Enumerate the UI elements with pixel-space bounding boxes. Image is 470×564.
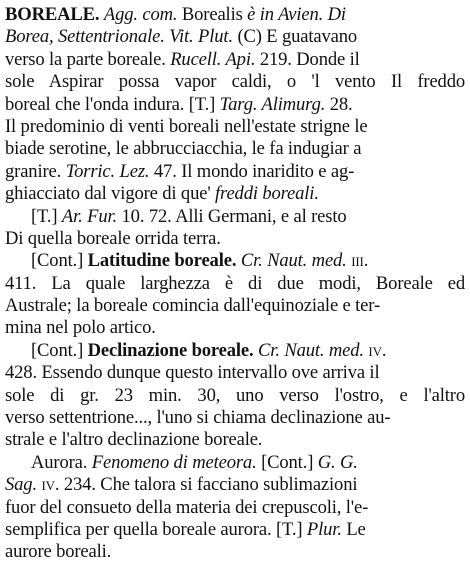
text-run: semplifica per quella boreale aurora. [T.]: [5, 518, 307, 540]
bold-term: Latitudine boreale.: [87, 250, 237, 272]
text-line: [5, 429, 465, 451]
text-line: [5, 26, 465, 48]
bold-term: Declinazione boreale.: [87, 339, 254, 361]
text-run: fuor del consueto della materia dei crepuscoli, l'e-: [5, 496, 369, 518]
volume-numeral: iv.: [368, 339, 387, 361]
text-run: sole Aspirar possa vapor caldi, o 'l vento Il freddo: [5, 71, 465, 93]
text-line: [5, 4, 465, 26]
text-run: granire.: [5, 160, 66, 182]
text-line: [5, 206, 465, 228]
text-run: sole di gr. 23 min. 30, uno verso l'ostro, e l'altro: [5, 384, 465, 406]
text-line: [5, 295, 465, 317]
text-line: [5, 497, 465, 519]
text-run: 428. Essendo dunque questo intervallo ove arriva il: [5, 362, 380, 384]
text-run: mina nel polo artico.: [5, 317, 156, 339]
italic-run: freddi boreali.: [215, 183, 319, 205]
text-run: 28.: [325, 93, 353, 115]
italic-run: Cr. Naut. med.: [240, 250, 347, 272]
text-run: boreal che l'onda indura. [T.]: [5, 93, 220, 115]
italic-run: Sag.: [5, 474, 37, 496]
text-run: 411. La quale larghezza è di due modi, Boreale ed: [5, 272, 465, 294]
text-line: [5, 340, 465, 362]
text-run: Le: [341, 518, 366, 540]
text-line: [5, 183, 465, 205]
text-line: [5, 519, 465, 541]
text-run: [T.]: [31, 205, 62, 227]
text-run: [Cont.]: [31, 250, 88, 272]
italic-run: Cr. Naut. med.: [258, 339, 364, 361]
headword: BOREALE.: [5, 4, 100, 25]
text-run: strale e l'altro declinazione boreale.: [5, 429, 263, 451]
text-run: Il predominio di venti boreali nell'estate strigne le: [5, 115, 368, 137]
text-run: [Cont.]: [31, 339, 88, 361]
text-line: [5, 49, 465, 71]
text-line: [5, 317, 465, 339]
italic-run: Agg. com.: [103, 4, 178, 25]
italic-run: G. G.: [317, 451, 358, 473]
text-line: [5, 407, 465, 429]
text-run: aurore boreali.: [5, 541, 112, 563]
italic-run: è in Avien. Di: [247, 4, 346, 25]
text-run: [Cont.]: [256, 451, 318, 473]
text-run: 10. 72. Alli Germani, e al resto: [117, 205, 347, 227]
italic-run: Fenomeno di meteora.: [91, 451, 257, 473]
text-line: [5, 541, 465, 563]
text-line: [5, 138, 465, 160]
text-line: [5, 385, 465, 407]
text-run: verso la parte boreale.: [5, 48, 171, 70]
text-run: ghiacciato dal vigore di que': [5, 183, 216, 205]
italic-run: Ar. Fur.: [61, 205, 118, 227]
italic-run: Rucell. Api.: [170, 48, 256, 70]
text-run: Di quella boreale orrida terra.: [5, 227, 221, 249]
entry-text: [5, 4, 465, 564]
text-line: [5, 161, 465, 183]
text-line: [5, 116, 465, 138]
text-run: Borealis: [177, 4, 248, 25]
volume-numeral: iii.: [351, 250, 369, 272]
italic-run: Borea, Settentrionale. Vit. Plut.: [5, 26, 233, 48]
text-line: [5, 250, 465, 272]
text-line: [5, 474, 465, 496]
text-run: Aurora.: [31, 451, 92, 473]
text-line: [5, 362, 465, 384]
text-line: [5, 228, 465, 250]
text-line: [5, 94, 465, 116]
text-run: verso settentrione..., l'uno si chiama declinazione au-: [5, 407, 391, 429]
italic-run: Torric. Lez.: [65, 160, 150, 182]
text-run: 234. Che talora si facciano sublimazioni: [59, 474, 358, 496]
text-run: biade serotine, le abbrucciacchia, le fa indugiar a: [5, 138, 362, 160]
text-run: Australe; la boreale comincia dall'equinoziale e ter-: [5, 295, 380, 317]
italic-run: Plur.: [306, 518, 342, 540]
text-line: [5, 273, 465, 295]
text-run: 219. Donde il: [255, 48, 360, 70]
text-line: [5, 71, 465, 93]
text-line: [5, 452, 465, 474]
italic-run: Targ. Alimurg.: [219, 93, 326, 115]
text-run: (C) E guatavano: [232, 26, 358, 48]
volume-numeral: iv.: [41, 474, 60, 496]
text-run: 47. Il mondo inaridito e ag-: [149, 160, 355, 182]
